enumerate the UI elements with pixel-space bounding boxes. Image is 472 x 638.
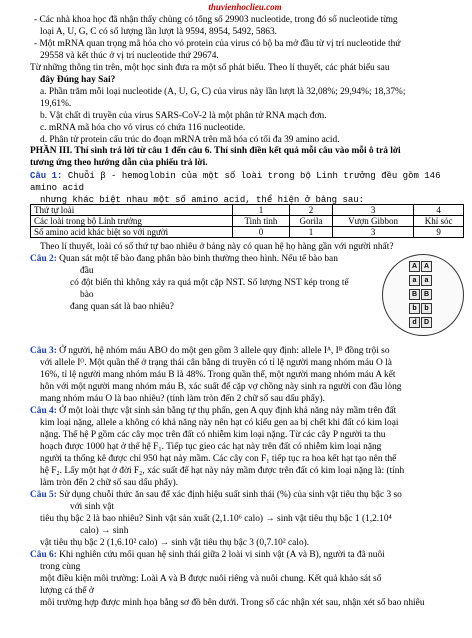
q6-text: lượng cá thể ở xyxy=(40,586,94,596)
q6-text: Khi nghiên cứu mối quan hệ sinh thái giữa 2 loài vi sinh vật (A và B), người ta đã nuôi xyxy=(59,550,385,560)
q4-text: hệ F₂. Lấy một hạt ở đời F₂, xác suất để hạt này nảy mầm được trên đất có kim loại nặng là: (tính xyxy=(40,466,405,476)
q6-text: trong cùng xyxy=(40,562,81,572)
text-line: - Một mRNA quan trọng mã hóa cho vỏ protein của virus có bộ ba mở đầu từ vị trí nucleotide thứ xyxy=(34,39,401,49)
hemoglobin-table xyxy=(30,204,464,238)
table-row xyxy=(31,227,464,238)
q2-text: có đột biến thì không xảy ra quá một cặp NST. Số lượng NST kép trong tế xyxy=(70,278,349,288)
table-row xyxy=(31,205,464,216)
part3-heading: PHẦN III. Thí sinh trả lời từ câu 1 đến câu 6. Thí sinh điền kết quả mỗi câu vào mỗi ô trả lời xyxy=(30,146,401,156)
chromosome-label: a xyxy=(409,275,420,286)
q4-text: hoạch được 1000 hạt ở thế hệ F₁. Tiếp tục gieo các hạt này trên đất có nhiễm kim loại nặng xyxy=(40,442,382,452)
site-watermark: thuvienhoclieu.com xyxy=(208,2,282,12)
q2-label: Câu 2: xyxy=(30,254,57,264)
q3-text: hôn với một người mang nhóm máu B, xác suất để cặp vợ chồng này sinh ra người con đầu lòng xyxy=(40,382,402,392)
q1-line xyxy=(30,170,465,182)
table-cell: 1 xyxy=(232,205,289,216)
statement-d: d. Phân tử protein cấu trúc do đoạn mRNA trên mã hóa có tối đa 39 amino acid. xyxy=(40,135,340,145)
q5-label: Câu 5: xyxy=(30,490,57,500)
table-cell: 4 xyxy=(414,205,464,216)
table-row xyxy=(31,216,464,227)
cell-division-diagram xyxy=(382,254,464,336)
chromosome-label: b xyxy=(409,303,420,314)
table-cell: 2 xyxy=(290,205,333,216)
q2-text: đang quan sát là bao nhiêu? xyxy=(70,302,174,312)
statement-a: a. Phần trăm mỗi loại nucleotide (A, U, G, C) của virus này lần lượt là 32,08%; 29,94%; 18,37%; xyxy=(40,87,406,97)
chromosome-label: B xyxy=(409,289,420,300)
q6-label: Câu 6: xyxy=(30,550,57,560)
table-cell: Khỉ sóc xyxy=(414,216,464,227)
q1-text-2: amino acid xyxy=(30,183,85,193)
table-cell: Gorila xyxy=(290,216,333,227)
table-cell: 3 xyxy=(332,227,413,238)
text-line: Từ những thông tin trên, một học sinh đưa ra một số phát biểu. Theo lí thuyết, các phát biểu sau xyxy=(30,63,390,73)
q2-text: bào xyxy=(80,290,94,300)
table-cell: 3 xyxy=(332,205,413,216)
table-cell: 1 xyxy=(290,227,333,238)
q6-line xyxy=(30,549,465,561)
statement-c: c. mRNA mã hóa cho vỏ virus có chứa 116 nucleotide. xyxy=(40,123,246,133)
q5-line xyxy=(30,489,465,501)
q4-text: Ở một loài thực vật sinh sản bằng tự thụ phấn, gen A quy định khả năng nảy mầm trên đất xyxy=(59,406,397,416)
chromosome-label: a xyxy=(421,275,432,286)
q6-text: môi trường hợp được minh họa bằng sơ đồ bên dưới. Trong số các nhận xét sau, nhận xét số bao nhiêu xyxy=(40,598,425,608)
table-cell: 0 xyxy=(232,227,289,238)
text-line: loại A, U, G, C có số lượng lần lượt là 9594, 8954, 5492, 5863. xyxy=(40,27,277,37)
q3-line xyxy=(30,345,465,357)
q3-text: với allele Iᴼ. Một quần thể ở trạng thái cân bằng di truyền có tỉ lệ người mang nhóm máu O là xyxy=(40,358,392,368)
q4-text: làm tròn đến 2 chữ số sau dấu phẩy). xyxy=(40,478,179,488)
q4-text: kim loại nặng, allele a không có khả năng này nên hạt có kiểu gen aa bị chết khi đất có kim loại xyxy=(40,418,399,428)
q1-question: Theo lí thuyết, loài có số thứ tự bao nhiêu ở bảng này có quan hệ họ hàng gần với người nhất? xyxy=(40,242,394,252)
chromosome-label: d xyxy=(409,317,420,328)
text-line: 29558 và kết thúc ở vị trí nucleotide thứ 29674. xyxy=(40,51,219,61)
chromosome-label: A xyxy=(421,261,432,272)
chromosome-label: A xyxy=(409,261,420,272)
table-cell: Tinh tinh xyxy=(232,216,289,227)
q5-text: Sử dụng chuỗi thức ăn sau để xác định hiệu suất sinh thái (%) của sinh vật tiêu thụ bậc 3 so xyxy=(59,490,402,500)
chromosome-label: b xyxy=(421,303,432,314)
q4-line xyxy=(30,405,465,417)
table-cell: 9 xyxy=(414,227,464,238)
chromosome-label: D xyxy=(421,317,432,328)
q2-text: đầu xyxy=(80,266,94,276)
text-line: đây Đúng hay Sai? xyxy=(40,75,116,85)
table-cell: Thứ tự loài xyxy=(31,205,233,216)
text-line: 19,61%. xyxy=(40,99,72,109)
q3-text: mang nhóm máu O là bao nhiêu? (tính làm tròn đến 2 chữ số sau dấu phẩy). xyxy=(40,394,325,404)
q1-label: Câu 1: xyxy=(30,171,63,181)
q3-text: Ở người, hệ nhóm máu ABO do một gen gồm 3 allele quy định: allele Iᴬ, Iᴮ đồng trội so xyxy=(59,346,390,356)
statement-b: b. Vật chất di truyền của virus SARS-CoV-2 là một phân tử RNA mạch đơn. xyxy=(40,111,327,121)
q4-label: Câu 4: xyxy=(30,406,57,416)
q1-text: Chuỗi β - hemoglobin của một số loài trong bộ Linh trưởng đều gồm 146 xyxy=(67,171,441,181)
q1-text-3: nhưng khác biệt nhau một số amino acid, thể hiện ở bảng sau: xyxy=(40,195,365,205)
table-cell: Các loài trong bộ Linh trưởng xyxy=(31,216,233,227)
q5-text: tiêu thụ bậc 2 là bao nhiêu? Sinh vật sản xuất (2,1.10⁶ calo) → sinh vật tiêu thụ bậc 1 (1,2.10⁴ xyxy=(40,514,392,524)
q6-text: một điều kiện môi trường: Loài A và B được nuôi riêng và nuôi chung. Kết quả khảo sát số xyxy=(40,574,382,584)
text-line: - Các nhà khoa học đã nhận thấy chủng có tổng số 29903 nucleotide, trong đó số nucleotide từng xyxy=(34,15,398,25)
q3-label: Câu 3: xyxy=(30,346,57,356)
q4-text: người ta thống kê được chỉ 950 hạt nảy mầm. Các cây con F₁ tiếp tục ra hoa kết hạt tạo nên thế xyxy=(40,454,397,464)
q5-text: calo) → sinh xyxy=(80,526,129,536)
table-cell: Số amino acid khác biệt so với người xyxy=(31,227,233,238)
q5-text: vật tiêu thụ bậc 2 (1,6.10² calo) → sinh vật tiêu thụ bậc 3 (0,7.10² calo). xyxy=(40,538,310,548)
q5-text: với sinh vật xyxy=(70,502,115,512)
q3-text: 16%, tỉ lệ người mang nhóm máu B là 48%. Trong quần thể, một người mang nhóm máu A kết xyxy=(40,370,396,380)
chromosome-label: B xyxy=(421,289,432,300)
q4-text: nặng. Thế hệ P gồm các cây mọc trên đất có nhiễm kim loại nặng. Từ các cây P người ta thu xyxy=(40,430,386,440)
part3-heading-line2: tương ứng theo hướng dẫn của phiếu trả lời. xyxy=(30,158,208,168)
q2-text: Quan sát một tế bào đang phân bào bình thường theo hình. Nếu tế bào ban xyxy=(59,254,338,264)
table-cell: Vượn Gibbon xyxy=(332,216,413,227)
